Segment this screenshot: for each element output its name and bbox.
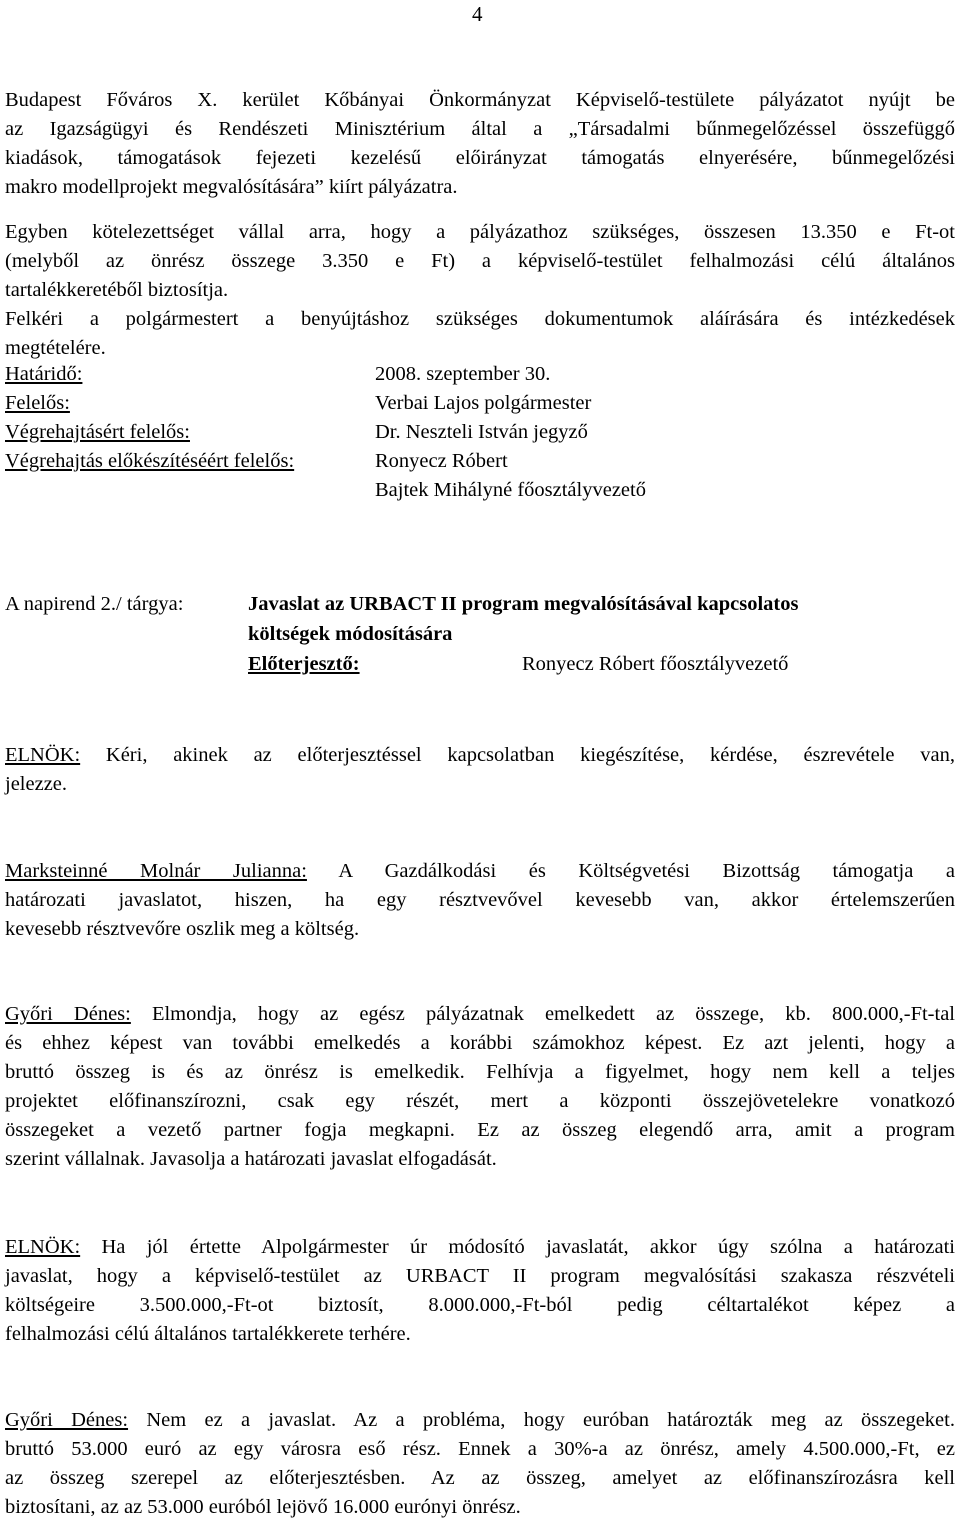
responsibility-list — [5, 363, 955, 508]
resolution-paragraph-2 — [5, 218, 955, 305]
prep-value-2: Bajtek Mihályné főosztályvezető — [375, 479, 646, 501]
responsible-row — [5, 392, 955, 421]
agenda-row-1 — [5, 593, 955, 623]
text-line: kiadások, támogatások fejezeti kezelésű előirányzat támogatás elnyerésére, bűnmegelőzési — [5, 147, 955, 169]
responsible-label: Felelős: — [5, 392, 70, 414]
speaker-name: Győri Dénes: — [5, 1409, 129, 1431]
agenda-title-line-2: költségek módosítására — [248, 623, 453, 645]
text-line: az összeg szerepel az előterjesztésben. Az az összeg, amelyet az előfinanszírozásra kell — [5, 1467, 955, 1489]
presenter-value: Ronyecz Róbert főosztályvezető — [522, 653, 789, 675]
speaker-name: Marksteinné Molnár Julianna: — [5, 860, 307, 882]
text-line: bruttó 53.000 euró az egy városra eső rész. Ennek a 30%-a az önrész, amely 4.500.000,-Ft, ez — [5, 1438, 955, 1460]
statement-text: Ha jól értette Alpolgármester úr módosító javaslatát, akkor úgy szólna a határozati — [80, 1236, 955, 1258]
speaker-name: Győri Dénes: — [5, 1003, 131, 1025]
page-number: 4 — [472, 2, 483, 26]
prep-label: Végrehajtás előkészítéséért felelős: — [5, 450, 295, 472]
agenda-row-3 — [5, 653, 955, 683]
statement-chair-2 — [5, 1233, 955, 1349]
text-line — [5, 1000, 955, 1029]
text-line — [5, 1233, 955, 1262]
exec-label: Végrehajtásért felelős: — [5, 421, 190, 443]
text-line: az Igazságügyi és Rendészeti Minisztérium által a „Társadalmi bűnmegelőzéssel összefüggő — [5, 118, 955, 140]
text-line: jelezze. — [5, 773, 68, 795]
text-line: biztosítani, az az 53.000 euróból lejövő 16.000 eurónyi önrész. — [5, 1496, 521, 1518]
deadline-value: 2008. szeptember 30. — [375, 363, 551, 385]
text-line: Budapest Főváros X. kerület Kőbányai Önkormányzat Képviselő-testülete pályázatot nyújt be — [5, 89, 955, 111]
text-line: Felkéri a polgármestert a benyújtáshoz szükséges dokumentumok aláírására és intézkedések — [5, 308, 955, 330]
exec-row — [5, 421, 955, 450]
agenda-item — [5, 593, 955, 683]
prep-value-1: Ronyecz Róbert — [375, 450, 508, 472]
text-line: határozati javaslatot, hiszen, ha egy résztvevővel kevesebb van, akkor értelemszerűen — [5, 889, 955, 911]
prep-row-2 — [5, 479, 955, 508]
text-line: összegeket a vezető partner fogja megkapni. Ez az összeg elegendő arra, amit a program — [5, 1119, 955, 1141]
deadline-row — [5, 363, 955, 392]
statement-chair-1 — [5, 741, 955, 799]
text-line: makro modellprojekt megvalósítására” kiírt pályázatra. — [5, 176, 458, 198]
text-line: projektet előfinanszírozni, csak egy részét, mert a központi összejövetelekre vonatkozó — [5, 1090, 955, 1112]
exec-value: Dr. Neszteli István jegyző — [375, 421, 588, 443]
statement-text: Kéri, akinek az előterjesztéssel kapcsolatban kiegészítése, kérdése, észrevétele van, — [80, 744, 955, 766]
resolution-paragraph-1 — [5, 86, 955, 202]
text-line: bruttó összeg is és az önrész is emelkedik. Felhívja a figyelmet, hogy nem kell a teljes — [5, 1061, 955, 1083]
deadline-label: Határidő: — [5, 363, 83, 385]
text-line: és ehhez képest van további emelkedés a korábbi számokhoz képest. Ez azt jelenti, hogy a — [5, 1032, 955, 1054]
speaker-name: ELNÖK: — [5, 1236, 81, 1258]
text-line — [5, 857, 955, 886]
text-line — [5, 741, 955, 770]
responsible-value: Verbai Lajos polgármester — [375, 392, 592, 414]
statement-text: A Gazdálkodási és Költségvetési Bizottság támogatja a — [306, 860, 955, 882]
text-line: felhalmozási célú általános tartalékkerete terhére. — [5, 1323, 411, 1345]
text-line: költségeire 3.500.000,-Ft-ot biztosít, 8.000.000,-Ft-ból pedig céltartalékot képez a — [5, 1294, 955, 1316]
agenda-title-line-1: Javaslat az URBACT II program megvalósításával kapcsolatos — [248, 593, 799, 615]
statement-gyori-2 — [5, 1406, 955, 1522]
statement-gyori-1 — [5, 1000, 955, 1174]
text-line: (melyből az önrész összege 3.350 e Ft) a képviselő-testület felhalmozási célú általános — [5, 250, 955, 272]
text-line: szerint vállalnak. Javasolja a határozati javaslat elfogadását. — [5, 1148, 497, 1170]
statement-text: Nem ez a javaslat. Az a probléma, hogy euróban határozták meg az összegeket. — [128, 1409, 955, 1431]
statement-text: Elmondja, hogy az egész pályázatnak emelkedett az összege, kb. 800.000,-Ft-tal — [130, 1003, 955, 1025]
presenter-label: Előterjesztő: — [248, 653, 360, 675]
resolution-paragraph-3 — [5, 305, 955, 363]
agenda-label: A napirend 2./ tárgya: — [5, 593, 184, 615]
text-line — [5, 1406, 955, 1435]
text-line: megtételére. — [5, 337, 106, 359]
speaker-name: ELNÖK: — [5, 744, 81, 766]
text-line: kevesebb résztvevőre oszlik meg a költség. — [5, 918, 360, 940]
text-line: Egyben kötelezettséget vállal arra, hogy a pályázathoz szükséges, összesen 13.350 e Ft-ot — [5, 221, 955, 243]
text-line: tartalékkeretéből biztosítja. — [5, 279, 229, 301]
prep-row — [5, 450, 955, 479]
statement-marksteinne — [5, 857, 955, 944]
text-line: javaslat, hogy a képviselő-testület az URBACT II program megvalósítási szakasza részvételi — [5, 1265, 955, 1287]
agenda-row-2 — [5, 623, 955, 653]
